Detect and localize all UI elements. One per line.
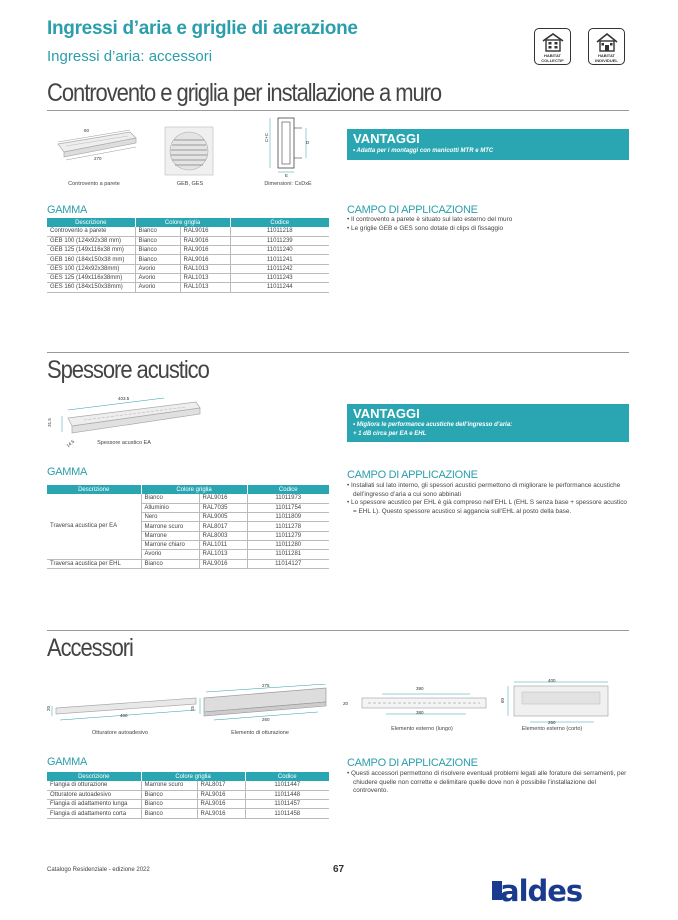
collective-housing-icon <box>541 32 565 52</box>
badge-individual: HABITAT INDIVIDUEL <box>588 28 625 65</box>
section2-title: Spessore acustico <box>47 356 209 384</box>
table-header: Descrizione <box>47 218 135 227</box>
table-row: Nero RAL9005 11011809 <box>47 513 329 522</box>
table-header: Colore griglia <box>135 218 230 227</box>
campo-title-2: CAMPO DI APPLICAZIONE <box>347 469 478 481</box>
table-header: Descrizione <box>47 772 141 781</box>
dimension-drawing <box>256 114 316 176</box>
list-item: • Lo spessore acustico per EHL è già compreso nell’EHL L (EHL S senza base + spessore acustico = EHL L). Questo spessore acustico si aggancia sull’EHL al posto della base. <box>347 499 627 515</box>
campo-title-3: CAMPO DI APPLICAZIONE <box>347 757 478 769</box>
otturatore-image <box>50 690 200 730</box>
elemento-esterno-corto-image <box>504 680 614 726</box>
table-row: Controvento a parete Bianco RAL9016 11011218 <box>47 227 329 236</box>
table-row: GEB 125 (149x116x38 mm) Bianco RAL9016 11011240 <box>47 246 329 255</box>
section1-rule <box>47 110 629 111</box>
aldes-logo: aldes <box>500 874 583 908</box>
caption-geb-ges: GEB, GES <box>176 181 204 187</box>
vantaggi-box-1: VANTAGGI • Adatta per i montaggi con manicotti MTR e MTC <box>347 129 629 160</box>
table-header: Colore griglia <box>141 772 245 781</box>
table-row: GEB 160 (184x150x38 mm) Bianco RAL9016 11011241 <box>47 255 329 264</box>
table-row: Marrone chiaro RAL1011 11011280 <box>47 540 329 549</box>
section2-rule <box>47 352 629 353</box>
list-item: • Le griglie GEB e GES sono dotate di clips di fissaggio <box>347 224 504 232</box>
campo-title-1: CAMPO DI APPLICAZIONE <box>347 204 478 216</box>
table-row: Flangia di otturazione Marrone scuro RAL8017 11011447 <box>47 781 329 790</box>
list-item: • Installati sul lato interno, gli spessori acustici permettono di migliorare le performance acustiche dell’ingresso d’aria a cui sono abbinati <box>347 482 621 498</box>
gamma-title-2: GAMMA <box>47 466 88 478</box>
caption-esterno-corto: Elemento esterno (corto) <box>521 726 583 732</box>
table-row: Flangia di adattamento lunga Bianco RAL9016 11011457 <box>47 800 329 809</box>
vantaggi-box-2: VANTAGGI • Migliora le performance acustiche dell’ingresso d’aria: + 1 dB circa per EA e EHL <box>347 404 629 442</box>
table-row: GES 100 (124x92x38mm) Avorio RAL1013 11011242 <box>47 264 329 273</box>
campo-list-2 <box>347 482 629 516</box>
caption-elemento-otturazione: Elemento di otturazione <box>231 730 289 736</box>
gamma-table-1 <box>47 218 329 293</box>
caption-spessore: Spessore acustico EA <box>97 440 151 446</box>
caption-dimensions: Dimensioni: CxDxE <box>264 181 312 187</box>
table-row: GES 160 (184x150x38mm) Avorio RAL1013 11011244 <box>47 283 329 292</box>
caption-otturatore: Otturatore autoadesivo <box>92 730 148 736</box>
page-subtitle: Ingressi d’aria: accessori <box>47 48 213 65</box>
gamma-table-3 <box>47 772 329 819</box>
gamma-title-3: GAMMA <box>47 756 88 768</box>
campo-list-1 <box>347 216 629 233</box>
gamma-table-2 <box>47 485 329 569</box>
table-row: Otturatore autoadesivo Bianco RAL9016 11011448 <box>47 790 329 799</box>
section3-title: Accessori <box>47 634 133 662</box>
badge-collective: HABITAT COLLECTIF <box>534 28 571 65</box>
table-row: GEB 100 (124x92x38 mm) Bianco RAL9016 11011239 <box>47 236 329 245</box>
elemento-esterno-lungo-image <box>352 686 492 722</box>
table-row: GES 125 (149x116x38mm) Avorio RAL1013 11011243 <box>47 273 329 282</box>
group-label: Traversa acustica per EA <box>47 494 141 559</box>
geb-ges-grille-image <box>164 126 214 176</box>
caption-esterno-lungo: Elemento esterno (lungo) <box>391 726 453 732</box>
gamma-title-1: GAMMA <box>47 204 88 216</box>
spessore-acustico-image <box>54 396 204 444</box>
table-header: Descrizione <box>47 485 141 494</box>
table-row: Alluminio RAL7035 11011754 <box>47 503 329 512</box>
individual-housing-icon <box>595 32 619 52</box>
page-number: 67 <box>333 864 345 875</box>
table-row: Traversa acustica per EHL Bianco RAL9016 11014127 <box>47 559 329 568</box>
table-header: Codice <box>245 772 329 781</box>
table-row: Flangia di adattamento corta Bianco RAL9016 11011458 <box>47 809 329 818</box>
table-row: Traversa acustica per EA Bianco RAL9016 11011973 <box>47 494 329 503</box>
table-header: Codice <box>230 218 329 227</box>
campo-list-3 <box>347 770 629 796</box>
list-item: • Questi accessori permettono di risolvere eventuali problemi legati alle forature dei serramenti, per chiudere quelle non corrette e delimitare quelle dove non è possibile l’installazione del controvento. <box>347 770 627 795</box>
table-row: Marrone scuro RAL8017 11011278 <box>47 522 329 531</box>
table-row: Marrone RAL8003 11011279 <box>47 531 329 540</box>
table-header: Colore griglia <box>141 485 247 494</box>
page-title: Ingressi d’aria e griglie di aerazione <box>47 18 358 39</box>
table-header: Codice <box>247 485 329 494</box>
caption-controvento: Controvento a parete <box>68 181 120 187</box>
section1-title: Controvento e griglia per installazione a muro <box>47 79 442 107</box>
list-item: • Il controvento a parete è situato sul lato esterno del muro <box>347 216 513 223</box>
section3-rule <box>47 630 629 631</box>
catalog-footer: Catalogo Residenziale - edizione 2022 <box>47 867 150 873</box>
table-row: Avorio RAL1013 11011281 <box>47 550 329 559</box>
